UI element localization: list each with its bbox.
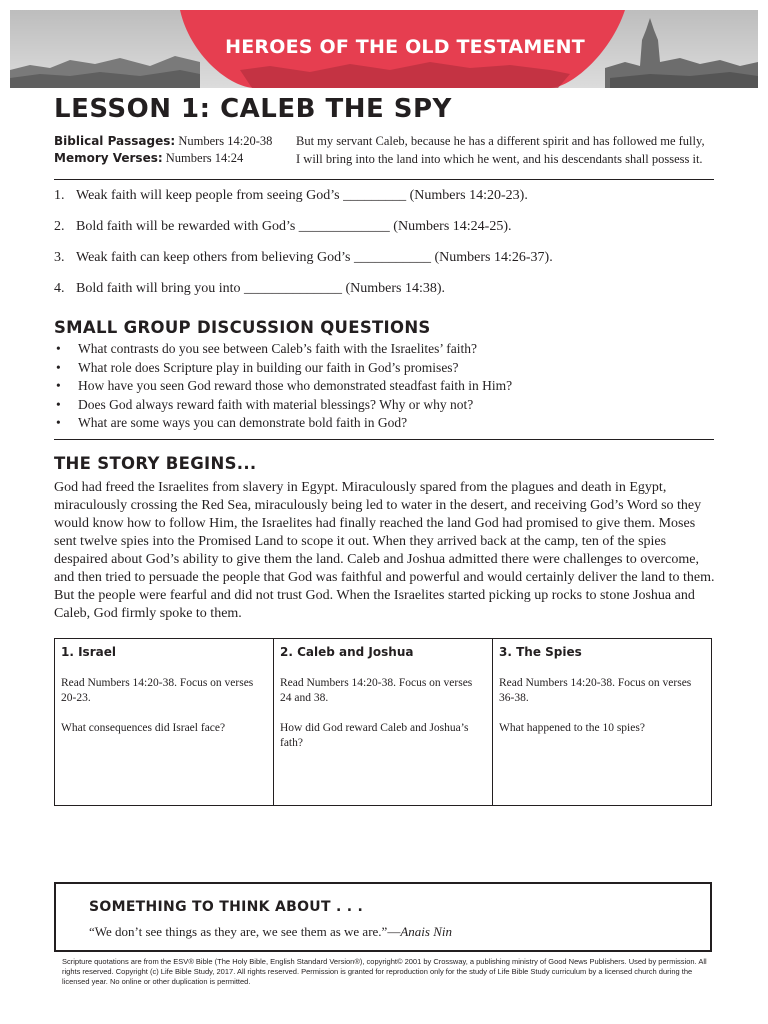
- list-item: [54, 360, 512, 379]
- passages-label: Biblical Passages:: [54, 134, 176, 148]
- group-title: 1. Israel: [61, 645, 116, 659]
- question-text: What are some ways you can demonstrate bold faith in God?: [78, 415, 408, 430]
- point-text: Bold faith will bring you into ______________ (Numbers 14:38).: [76, 281, 446, 296]
- bullet: •: [56, 378, 61, 393]
- discussion-questions: [54, 341, 512, 434]
- point-text: Weak faith will keep people from seeing God’s _________ (Numbers 14:20-23).: [76, 188, 528, 203]
- question-text: What contrasts do you see between Caleb’s faith with the Israelites’ faith?: [78, 341, 477, 356]
- group-column: [493, 639, 711, 805]
- question-text: Does God always reward faith with material blessings? Why or why not?: [78, 396, 474, 412]
- group-column: [274, 639, 493, 805]
- story-heading: THE STORY BEGINS...: [54, 454, 257, 473]
- list-item: [54, 281, 553, 312]
- point-number: 4.: [54, 281, 65, 296]
- list-item: [54, 219, 553, 250]
- list-item: [54, 397, 512, 416]
- quote-text: “We don’t see things as they are, we see them as we are.”—: [89, 924, 401, 939]
- banner-title: HEROES OF THE OLD TESTAMENT: [225, 36, 585, 58]
- group-title: 3. The Spies: [499, 645, 582, 659]
- memory-value: Numbers 14:24: [165, 151, 244, 165]
- think-heading: SOMETHING TO THINK ABOUT . . .: [89, 899, 364, 915]
- list-item: [54, 378, 512, 397]
- divider: [54, 179, 714, 180]
- header-banner: [10, 10, 758, 88]
- quote-author: Anais Nin: [400, 924, 452, 939]
- list-item: [54, 415, 512, 434]
- group-title: 2. Caleb and Joshua: [280, 645, 414, 659]
- group-question: How did God reward Caleb and Joshua’s fath?: [280, 722, 469, 749]
- quote: [89, 924, 452, 940]
- point-number: 1.: [54, 188, 65, 203]
- passages-value: Numbers 14:20-38: [178, 134, 273, 148]
- point-number: 3.: [54, 250, 65, 265]
- bullet: •: [56, 396, 61, 412]
- group-column: [55, 639, 274, 805]
- story-paragraph: God had freed the Israelites from slavery in Egypt. Miraculously spared from the plagues and death in Egypt, miraculously crossing the Red Sea, miraculously being led to water in the desert, and receiving God’s Word so they would know how to follow Him, the Israelites had finally reached the land God had promised to give them. Moses sent twelve spies into the Promised Land to scope it out. When they arrived back at the camp, ten of the spies despaired about God’s ability to give them the land. Caleb and Joshua admitted there were challenges to overcome, and then tried to persuade the people that God was faithful and powerful and would certainly deliver the land to them. But the people were fearful and did not trust God. When the Israelites started picking up rocks to stone Joshua and Caleb, God firmly spoke to them.: [54, 480, 715, 621]
- group-reading: Read Numbers 14:20-38. Focus on verses 20-23.: [61, 677, 254, 704]
- memory-label: Memory Verses:: [54, 151, 163, 165]
- copyright-footer: Scripture quotations are from the ESV® Bible (The Holy Bible, English Standard Version®), copyright© 2001 by Crossway, a publishing ministry of Good News Publishers. Used by permission. All rights reserved. Copyright (c) Life Bible Study, 2017. All rights reserved. Permission is granted for reproduction only for the study of Life Bible Study curriculum by a licensed church during the licensed year. No online or other duplication is permitted.: [62, 957, 707, 986]
- group-question: What happened to the 10 spies?: [499, 722, 645, 734]
- lesson-title: LESSON 1: CALEB THE SPY: [54, 94, 452, 124]
- bullet: •: [56, 341, 61, 356]
- discussion-heading: SMALL GROUP DISCUSSION QUESTIONS: [54, 318, 431, 337]
- list-item: [54, 188, 553, 219]
- divider: [54, 439, 714, 440]
- memory-verse-text: But my servant Caleb, because he has a different spirit and has followed me fully, I will bring into the land into which he went, and his descendants shall possess it.: [296, 134, 705, 166]
- list-item: [54, 250, 553, 281]
- group-question: What consequences did Israel face?: [61, 722, 226, 734]
- lesson-meta: [54, 133, 272, 167]
- question-text: What role does Scripture play in building our faith in God’s promises?: [78, 359, 459, 375]
- list-item: [54, 341, 512, 360]
- think-about-box: [54, 882, 712, 952]
- point-number: 2.: [54, 219, 65, 234]
- point-text: Weak faith can keep others from believing God’s ___________ (Numbers 14:26-37).: [76, 250, 553, 265]
- group-reading: Read Numbers 14:20-38. Focus on verses 24 and 38.: [280, 677, 473, 704]
- question-text: How have you seen God reward those who demonstrated steadfast faith in Him?: [78, 378, 513, 393]
- bullet: •: [56, 359, 61, 375]
- bullet: •: [56, 415, 61, 430]
- point-text: Bold faith will be rewarded with God’s _____________ (Numbers 14:24-25).: [76, 219, 512, 234]
- group-activity-table: [54, 638, 712, 806]
- lesson-points: [54, 188, 553, 312]
- group-reading: Read Numbers 14:20-38. Focus on verses 36-38.: [499, 677, 692, 704]
